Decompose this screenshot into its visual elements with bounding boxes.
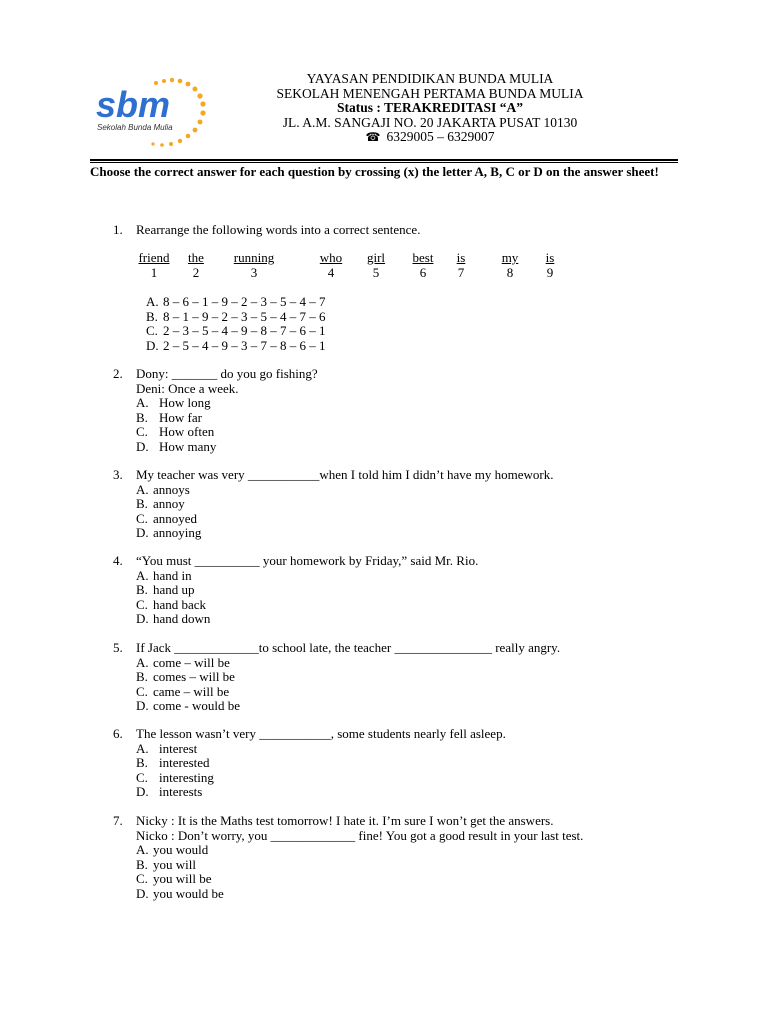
option-c[interactable]: C. 2 – 3 – 5 – 4 – 9 – 8 – 7 – 6 – 1 <box>146 323 326 338</box>
option-c[interactable]: C. hand back <box>136 596 207 612</box>
svg-text:sbm: sbm <box>96 84 171 125</box>
phone-line <box>240 130 620 145</box>
option-d[interactable]: D. hand down <box>136 611 211 626</box>
accreditation-status: Status : TERAKREDITASI “A” <box>337 100 523 116</box>
scramble-word: best 6 <box>412 250 434 280</box>
phone-numbers: 6329005 – 6329007 <box>386 129 495 145</box>
option-c[interactable]: C. came – will be <box>136 683 230 699</box>
option-d[interactable]: D. you would be <box>136 885 224 901</box>
question-text: Dony: _______ do you go fishing? <box>136 366 318 381</box>
question-text: “You must __________ your homework by Friday,” said Mr. Rio. <box>136 553 479 568</box>
option-d[interactable]: D. 2 – 5 – 4 – 9 – 3 – 7 – 8 – 6 – 1 <box>146 337 326 353</box>
scramble-word: is 9 <box>545 250 555 280</box>
option-a[interactable]: A. 8 – 6 – 1 – 9 – 2 – 3 – 5 – 4 – 7 <box>146 294 326 309</box>
option-a[interactable]: A. interest <box>136 740 198 756</box>
option-b[interactable]: B. hand up <box>136 582 195 597</box>
question-number: 2. <box>113 366 123 381</box>
option-b[interactable]: B. comes – will be <box>136 669 235 684</box>
option-c[interactable]: C. annoyed <box>136 510 198 526</box>
phone-icon: ☎ <box>365 130 381 145</box>
scramble-word: is 7 <box>456 250 466 280</box>
question-number: 3. <box>113 467 123 482</box>
option-a[interactable]: A. annoys <box>136 481 190 497</box>
question-text: Nicko : Don’t worry, you _____________ fine! You got a good result in your last test. <box>136 827 584 843</box>
question-text: Rearrange the following words into a correct sentence. <box>136 222 421 237</box>
question-text: Nicky : It is the Maths test tomorrow! I hate it. I’m sure I won’t get the answers. <box>136 813 554 828</box>
foundation-name: YAYASAN PENDIDIKAN BUNDA MULIA <box>306 71 554 86</box>
school-header <box>240 72 620 145</box>
option-a[interactable]: A. come – will be <box>136 654 230 670</box>
option-d[interactable]: D. How many <box>136 438 217 454</box>
option-d[interactable]: D. come - would be <box>136 698 241 713</box>
scramble-word: who 4 <box>319 250 343 280</box>
option-d[interactable]: D. interests <box>136 784 203 799</box>
question-text: Deni: Once a week. <box>136 380 239 396</box>
header-divider-thin <box>90 162 678 163</box>
scramble-word: my 8 <box>501 250 519 280</box>
question-text: The lesson wasn’t very ___________, some students nearly fell asleep. <box>136 726 506 741</box>
scramble-word: girl 5 <box>366 250 386 280</box>
option-b[interactable]: B. 8 – 1 – 9 – 2 – 3 – 5 – 4 – 7 – 6 <box>146 308 326 324</box>
option-b[interactable]: B. interested <box>136 755 210 770</box>
option-a[interactable]: A. you would <box>136 842 209 857</box>
option-c[interactable]: C. you will be <box>136 871 212 886</box>
option-d[interactable]: D. annoying <box>136 525 202 540</box>
question-text: If Jack _____________to school late, the teacher _______________ really angry. <box>136 640 561 655</box>
option-c[interactable]: C. How often <box>136 424 215 439</box>
question-number: 7. <box>113 813 123 828</box>
question-number: 4. <box>113 553 123 568</box>
question-number: 6. <box>113 726 123 741</box>
school-logo <box>94 77 212 149</box>
header-divider-thick <box>90 159 678 161</box>
scramble-word: the 2 <box>188 250 204 280</box>
question-text: My teacher was very ___________when I told him I didn’t have my homework. <box>136 467 554 482</box>
sbm-logo-icon <box>94 77 212 149</box>
option-a[interactable]: A. hand in <box>136 567 192 583</box>
option-b[interactable]: B. annoy <box>136 496 185 511</box>
option-b[interactable]: B. you will <box>136 856 196 872</box>
question-number: 1. <box>113 222 123 237</box>
scramble-word: running 3 <box>233 250 275 280</box>
school-name: SEKOLAH MENENGAH PERTAMA BUNDA MULIA <box>276 85 584 101</box>
option-b[interactable]: B. How far <box>136 409 202 425</box>
svg-text:Sekolah Bunda Mulia: Sekolah Bunda Mulia <box>97 123 173 132</box>
question-number: 5. <box>113 640 123 655</box>
scramble-word: friend 1 <box>138 250 170 280</box>
school-address: JL. A.M. SANGAJI NO. 20 JAKARTA PUSAT 10130 <box>282 114 578 130</box>
option-c[interactable]: C. interesting <box>136 769 214 785</box>
instructions: Choose the correct answer for each question by crossing (x) the letter A, B, C or D on the answer sheet! <box>90 164 659 179</box>
option-a[interactable]: A. How long <box>136 395 211 410</box>
